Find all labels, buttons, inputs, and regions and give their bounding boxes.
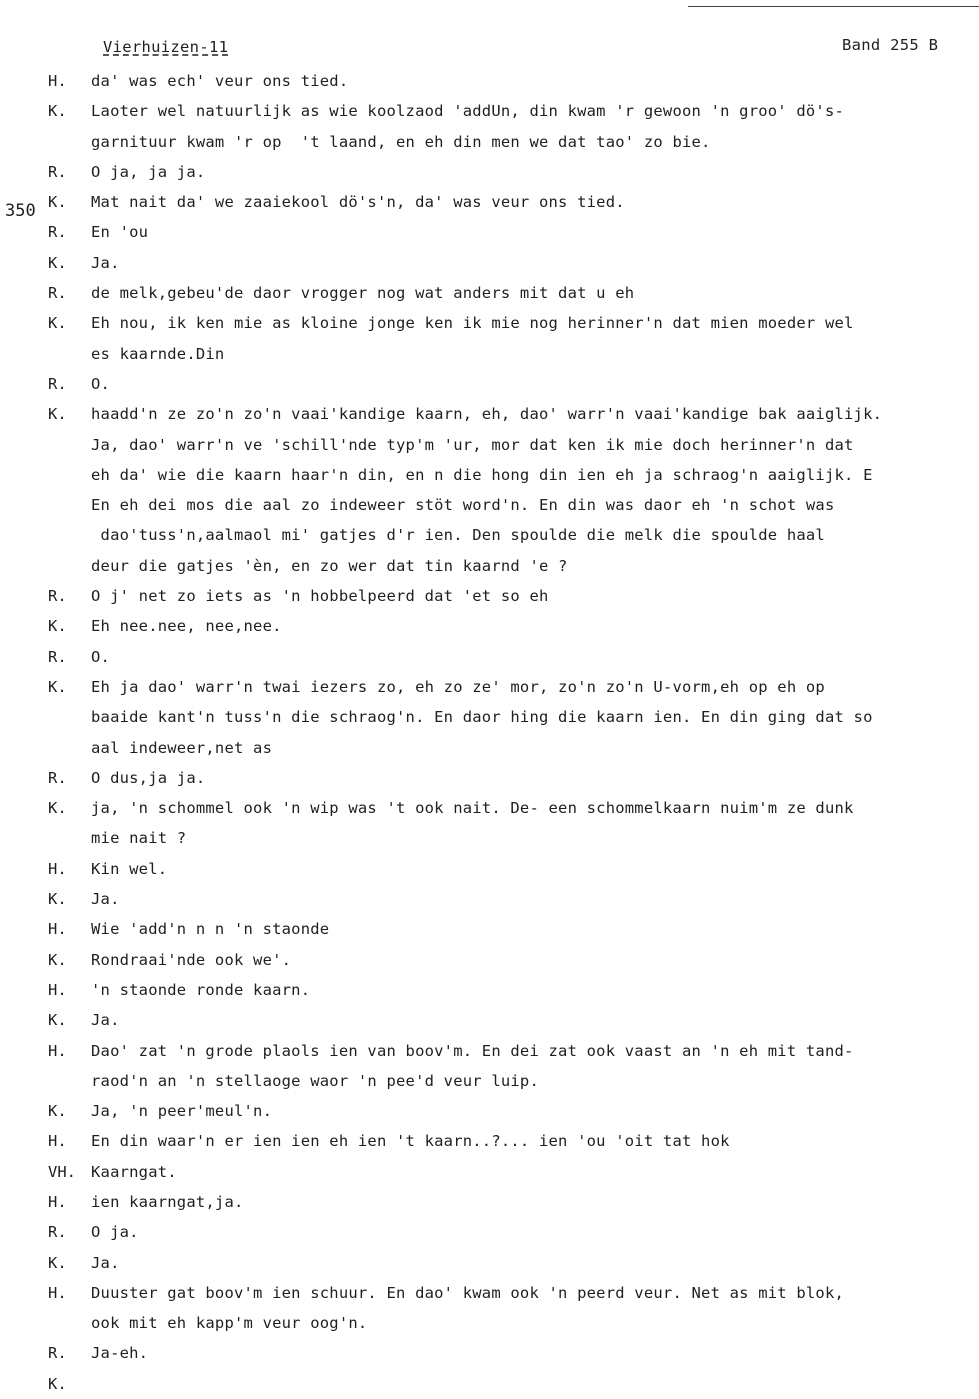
speaker-label: R. bbox=[48, 1344, 67, 1363]
transcript-line bbox=[0, 278, 979, 308]
transcript-line bbox=[0, 460, 979, 490]
utterance-text: Eh nee.nee, nee,nee. bbox=[91, 617, 282, 636]
speaker-label: R. bbox=[48, 223, 67, 242]
utterance-text: O dus,ja ja. bbox=[91, 768, 206, 787]
transcript-line bbox=[0, 642, 979, 672]
utterance-text: ook mit eh kapp'm veur oog'n. bbox=[91, 1314, 368, 1333]
speaker-label: R. bbox=[48, 162, 67, 181]
utterance-text: Ja. bbox=[91, 253, 120, 272]
transcript-line bbox=[0, 339, 979, 369]
transcript-line bbox=[0, 1187, 979, 1217]
transcript-line bbox=[0, 581, 979, 611]
transcript-line bbox=[0, 96, 979, 126]
transcript-line bbox=[0, 399, 979, 429]
utterance-text: 'n staonde ronde kaarn. bbox=[91, 980, 311, 999]
speaker-label: K. bbox=[48, 405, 67, 424]
speaker-label: K. bbox=[48, 950, 67, 969]
utterance-text: Duuster gat boov'm ien schuur. En dao' kwam ook 'n peerd veur. Net as mit blok, bbox=[91, 1283, 845, 1302]
transcript-line bbox=[0, 854, 979, 884]
utterance-text: En 'ou bbox=[91, 223, 149, 242]
utterance-text: O. bbox=[91, 374, 111, 393]
transcript-line bbox=[0, 1308, 979, 1338]
transcript-line bbox=[0, 66, 979, 96]
utterance-text: Mat nait da' we zaaiekool dö's'n, da' was veur ons tied. bbox=[91, 193, 625, 212]
utterance-text: Laoter wel natuurlijk as wie koolzaod 'addUn, din kwam 'r gewoon 'n groo' dö's- bbox=[91, 102, 845, 121]
transcript-line bbox=[0, 520, 979, 550]
utterance-text: Kaarngat. bbox=[91, 1162, 177, 1181]
speaker-label: H. bbox=[48, 980, 67, 999]
utterance-text: Kin wel. bbox=[91, 859, 168, 878]
utterance-text: deur die gatjes 'èn, en zo wer dat tin kaarnd 'e ? bbox=[91, 556, 568, 575]
band-number: Band 255 B bbox=[842, 36, 939, 54]
transcript-line bbox=[0, 369, 979, 399]
transcript-line bbox=[0, 733, 979, 763]
utterance-text: O ja. bbox=[91, 1223, 139, 1242]
speaker-label: R. bbox=[48, 1223, 67, 1242]
transcript-line bbox=[0, 1217, 979, 1247]
utterance-text: Rondraai'nde ook we'. bbox=[91, 950, 292, 969]
speaker-label: K. bbox=[48, 1011, 67, 1030]
speaker-label: H. bbox=[48, 72, 67, 90]
speaker-label: H. bbox=[48, 920, 67, 939]
utterance-text: Ja. bbox=[91, 1011, 120, 1030]
transcript-line bbox=[0, 551, 979, 581]
transcript-line bbox=[0, 490, 979, 520]
transcript-line bbox=[0, 1126, 979, 1156]
utterance-text: dao'tuss'n,aalmaol mi' gatjes d'r ien. Den spoulde die melk die spoulde haal bbox=[91, 526, 825, 545]
utterance-text: es kaarnde.Din bbox=[91, 344, 225, 363]
transcript-line bbox=[0, 248, 979, 278]
speaker-label: H. bbox=[48, 859, 67, 878]
speaker-label: VH. bbox=[48, 1162, 76, 1181]
speaker-label: K. bbox=[48, 677, 67, 696]
transcript-line bbox=[0, 884, 979, 914]
transcript-line bbox=[0, 1096, 979, 1126]
utterance-text: haadd'n ze zo'n zo'n vaai'kandige kaarn, eh, dao' warr'n vaai'kandige bak aaiglijk. bbox=[91, 405, 883, 424]
transcript-line bbox=[0, 611, 979, 641]
transcript-line bbox=[0, 1036, 979, 1066]
utterance-text: Ja. bbox=[91, 1253, 120, 1272]
speaker-label: K. bbox=[48, 102, 67, 121]
utterance-text: En din waar'n er ien ien eh ien 't kaarn..?... ien 'ou 'oit tat hok bbox=[91, 1132, 730, 1151]
transcript-line bbox=[0, 793, 979, 823]
utterance-text: da' was ech' veur ons tied. bbox=[91, 72, 349, 90]
speaker-label: K. bbox=[48, 1374, 67, 1393]
speaker-label: R. bbox=[48, 374, 67, 393]
transcript-line bbox=[0, 1005, 979, 1035]
utterance-text: Ja. bbox=[91, 890, 120, 909]
transcript-line bbox=[0, 1369, 979, 1399]
transcript-line bbox=[0, 1278, 979, 1308]
transcript-line bbox=[0, 1338, 979, 1368]
transcript-line bbox=[0, 914, 979, 944]
utterance-text: Dao' zat 'n grode plaols ien van boov'm. En dei zat ook vaast an 'n eh mit tand- bbox=[91, 1041, 854, 1060]
margin-counter: 350 bbox=[5, 201, 36, 221]
speaker-label: H. bbox=[48, 1192, 67, 1211]
transcript-line bbox=[0, 1066, 979, 1096]
utterance-text: eh da' wie die kaarn haar'n din, en n die hong din ien eh ja schraog'n aaiglijk. E bbox=[91, 465, 873, 484]
transcript-line bbox=[0, 127, 979, 157]
transcript-line bbox=[0, 308, 979, 338]
utterance-text: Eh ja dao' warr'n twai iezers zo, eh zo ze' mor, zo'n zo'n U-vorm,eh op eh op bbox=[91, 677, 825, 696]
utterance-text: baaide kant'n tuss'n die schraog'n. En daor hing die kaarn ien. En din ging dat so bbox=[91, 708, 873, 727]
transcript-line bbox=[0, 1157, 979, 1187]
transcript-line bbox=[0, 430, 979, 460]
transcript-line bbox=[0, 823, 979, 853]
speaker-label: R. bbox=[48, 647, 67, 666]
transcript-line bbox=[0, 157, 979, 187]
speaker-label: H. bbox=[48, 1041, 67, 1060]
speaker-label: R. bbox=[48, 284, 67, 303]
transcript-line bbox=[0, 975, 979, 1005]
transcript-line bbox=[0, 217, 979, 247]
speaker-label: R. bbox=[48, 587, 67, 606]
transcript-line bbox=[0, 187, 979, 217]
utterance-text: mie nait ? bbox=[91, 829, 187, 848]
utterance-text: garnituur kwam 'r op 't laand, en eh din men we dat tao' zo bie. bbox=[91, 132, 711, 151]
speaker-label: K. bbox=[48, 1102, 67, 1121]
transcript-line bbox=[0, 945, 979, 975]
speaker-label: K. bbox=[48, 799, 67, 818]
transcript-line bbox=[0, 672, 979, 702]
speaker-label: K. bbox=[48, 253, 67, 272]
utterance-text: Wie 'add'n n n 'n staonde bbox=[91, 920, 330, 939]
utterance-text: ien kaarngat,ja. bbox=[91, 1192, 244, 1211]
utterance-text: Eh nou, ik ken mie as kloine jonge ken ik mie nog herinner'n dat mien moeder wel bbox=[91, 314, 854, 333]
document-title: Vierhuizen-11 bbox=[103, 38, 229, 56]
transcript bbox=[0, 66, 979, 1399]
speaker-label: H. bbox=[48, 1283, 67, 1302]
speaker-label: K. bbox=[48, 890, 67, 909]
speaker-label: R. bbox=[48, 768, 67, 787]
utterance-text: O ja, ja ja. bbox=[91, 162, 206, 181]
speaker-label: K. bbox=[48, 617, 67, 636]
utterance-text: de melk,gebeu'de daor vrogger nog wat anders mit dat u eh bbox=[91, 284, 635, 303]
speaker-label: K. bbox=[48, 314, 67, 333]
speaker-label: K. bbox=[48, 1253, 67, 1272]
utterance-text: Ja, 'n peer'meul'n. bbox=[91, 1102, 273, 1121]
speaker-label: K. bbox=[48, 193, 67, 212]
transcript-line bbox=[0, 702, 979, 732]
transcript-line bbox=[0, 763, 979, 793]
utterance-text: Ja, dao' warr'n ve 'schill'nde typ'm 'ur, mor dat ken ik mie doch herinner'n dat bbox=[91, 435, 854, 454]
speaker-label: H. bbox=[48, 1132, 67, 1151]
utterance-text: O j' net zo iets as 'n hobbelpeerd dat 'et so eh bbox=[91, 587, 549, 606]
utterance-text: ja, 'n schommel ook 'n wip was 't ook nait. De- een schommelkaarn nuim'm ze dunk bbox=[91, 799, 854, 818]
utterance-text: En eh dei mos die aal zo indeweer stöt word'n. En din was daor eh 'n schot was bbox=[91, 496, 835, 515]
top-rule bbox=[688, 6, 979, 7]
utterance-text: O. bbox=[91, 647, 111, 666]
utterance-text: aal indeweer,net as bbox=[91, 738, 273, 757]
utterance-text: Ja-eh. bbox=[91, 1344, 149, 1363]
utterance-text: raod'n an 'n stellaoge waor 'n pee'd veur luip. bbox=[91, 1071, 539, 1090]
transcript-line bbox=[0, 1248, 979, 1278]
